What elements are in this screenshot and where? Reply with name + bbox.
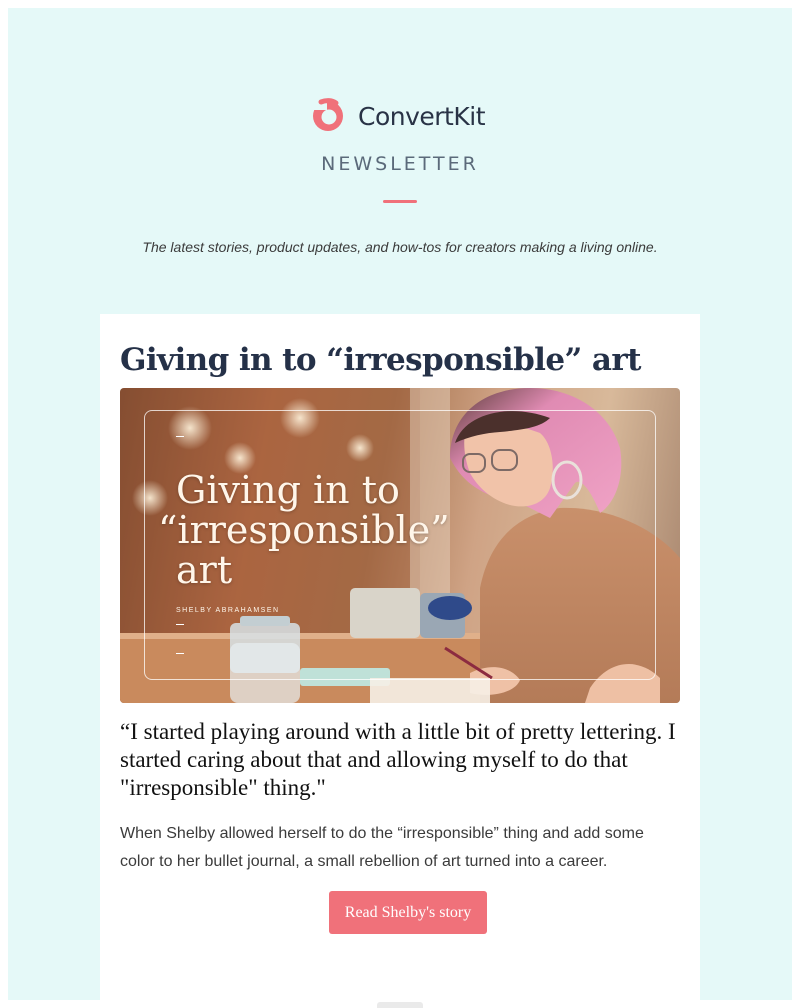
hero-title-line: Giving in to bbox=[176, 468, 400, 512]
read-story-button[interactable]: Read Shelby's story bbox=[329, 891, 487, 934]
convertkit-logo-icon bbox=[308, 96, 348, 136]
email-background bbox=[8, 8, 792, 1000]
article-summary: When Shelby allowed herself to do the “irresponsible” thing and add some color to her bullet journal, a small rebellion of art turned into a career. bbox=[120, 825, 644, 870]
hero-overlay-title bbox=[158, 470, 458, 590]
article-card bbox=[100, 314, 700, 1008]
article-pull-quote: “I started playing around with a little bit of pretty lettering. I started caring about that and allowing myself to do that "irresponsible" thing." bbox=[120, 719, 676, 800]
article-title[interactable]: Giving in to “irresponsible” art bbox=[120, 342, 641, 378]
article-hero-image[interactable] bbox=[120, 388, 680, 703]
newsletter-tagline: The latest stories, product updates, and how-tos for creators making a living online. bbox=[142, 239, 658, 255]
hero-tick-mark bbox=[176, 653, 184, 654]
header-divider bbox=[383, 200, 417, 203]
next-section-edge bbox=[377, 1002, 423, 1008]
hero-title-line: art bbox=[176, 548, 233, 592]
convertkit-logo[interactable] bbox=[308, 96, 485, 136]
logo-wordmark: ConvertKit bbox=[358, 101, 485, 131]
newsletter-label: NEWSLETTER bbox=[321, 153, 479, 175]
hero-byline: SHELBY ABRAHAMSEN bbox=[176, 607, 280, 614]
hero-title-line: “irresponsible” bbox=[158, 508, 450, 552]
hero-tick-mark bbox=[176, 624, 184, 625]
hero-tick-mark bbox=[176, 436, 184, 437]
